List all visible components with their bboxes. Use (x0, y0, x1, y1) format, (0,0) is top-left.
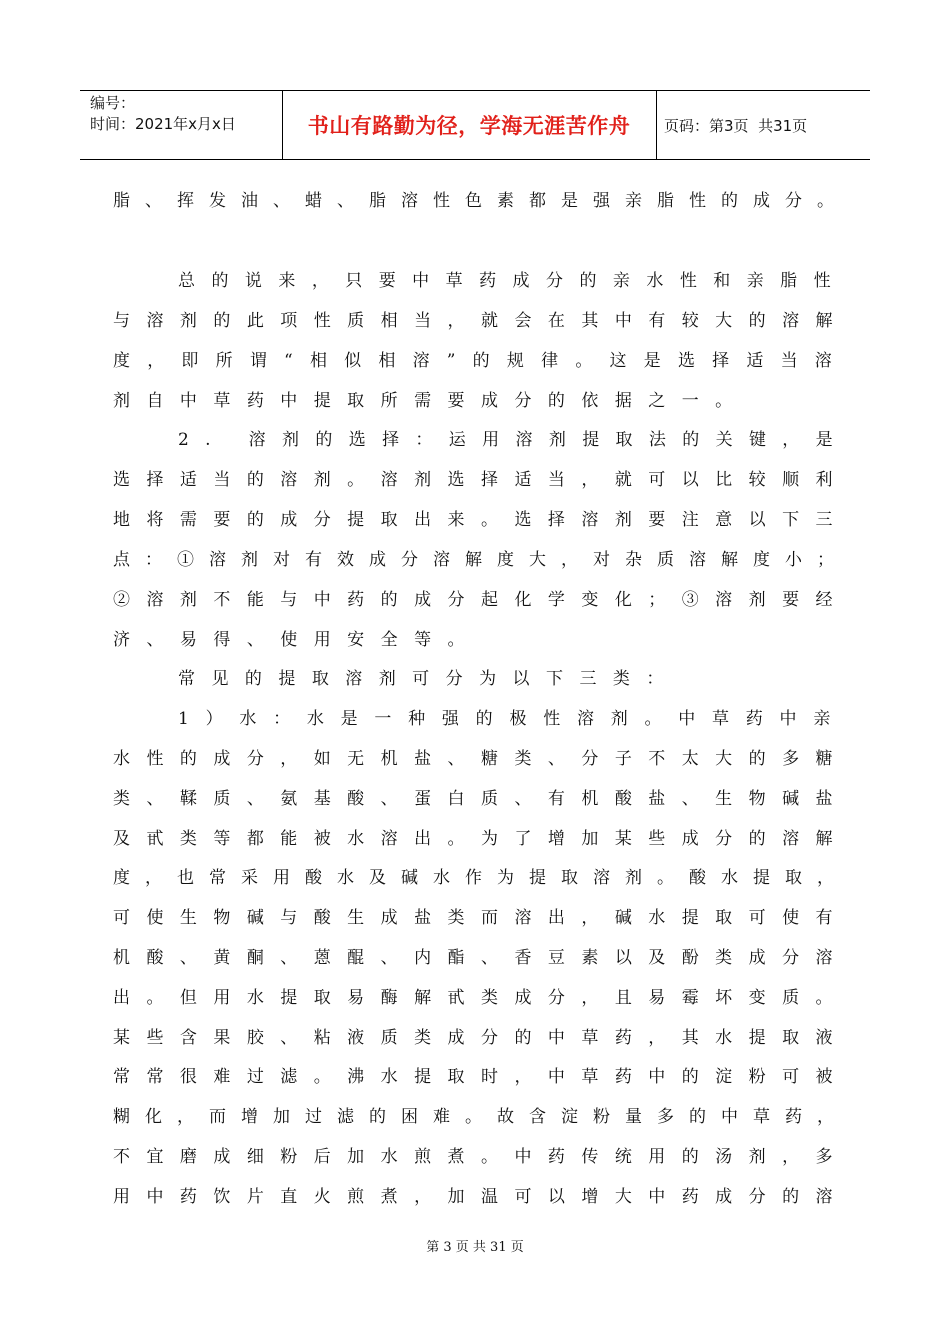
body-line-2-text: 总的说来，只要中草药成分的亲水性和亲脂性 (178, 271, 848, 291)
body-line-10-text: ②溶剂不能与中药的成分起化学变化；③溶剂要经 (113, 590, 849, 610)
body-line-7 (113, 467, 849, 493)
body-line-13-text: 1）水：水是一种强的极性溶剂。中草药中亲 (178, 709, 848, 729)
body-line-21 (113, 1025, 849, 1051)
body-line-3-text: 与溶剂的此项性质相当，就会在其中有较大的溶解 (113, 311, 849, 331)
body-line-2 (178, 268, 849, 294)
body-line-10 (113, 587, 849, 613)
body-line-4-text: 度，即所谓“相似相溶”的规律。这是选择适当溶 (113, 351, 849, 371)
header-divider-right (656, 91, 657, 159)
footer-page-number: 第 3 页 共 31 页 (426, 1240, 524, 1255)
header-motto: 书山有路勤为径，学海无涯苦作舟 (307, 114, 631, 138)
header-meta (90, 93, 236, 135)
body-line-23-text: 糊化，而增加过滤的困难。故含淀粉量多的中草药， (113, 1107, 849, 1127)
body-line-17 (113, 865, 849, 891)
page-footer (0, 1236, 950, 1255)
body-line-5 (113, 388, 849, 414)
body-line-25 (113, 1184, 849, 1210)
body-line-23 (113, 1104, 849, 1130)
body-line-18 (113, 905, 849, 931)
body-line-14-text: 水性的成分，如无机盐、糖类、分子不太大的多糖 (113, 749, 849, 769)
body-line-22 (113, 1064, 849, 1090)
body-line-8-text: 地将需要的成分提取出来。选择溶剂要注意以下三 (113, 510, 849, 530)
body-line-9-text: 点：①溶剂对有效成分溶解度大，对杂质溶解度小； (113, 550, 849, 570)
body-line-6 (178, 427, 849, 453)
body-line-3 (113, 308, 849, 334)
header-page-info (664, 91, 807, 159)
body-line-15-text: 类、鞣质、氨基酸、蛋白质、有机酸盐、生物碱盐 (113, 789, 849, 809)
body-line-16-text: 及甙类等都能被水溶出。为了增加某些成分的溶解 (113, 829, 849, 849)
body-line-11-text: 济、易得、使用安全等。 (113, 630, 481, 650)
body-line-7-text: 选择适当的溶剂。溶剂选择适当，就可以比较顺利 (113, 470, 849, 490)
body-line-11 (113, 627, 849, 653)
body-line-5-text: 剂自中草药中提取所需要成分的依据之一。 (113, 391, 749, 411)
body-line-20-text: 出。但用水提取易酶解甙类成分，且易霉坏变质。 (113, 988, 849, 1008)
body-line-17-text: 度，也常采用酸水及碱水作为提取溶剂。酸水提取， (113, 868, 849, 888)
body-line-25-text: 用中药饮片直火煎煮，加温可以增大中药成分的溶 (113, 1187, 849, 1207)
body-line-1-text: 脂、挥发油、蜡、脂溶性色素都是强亲脂性的成分。 (113, 191, 849, 211)
body-line-4 (113, 348, 849, 374)
body-line-6-text: 2. 溶剂的选择：运用溶剂提取法的关键，是 (178, 430, 849, 450)
body-line-24-text: 不宜磨成细粉后加水煎煮。中药传统用的汤剂，多 (113, 1147, 849, 1167)
body-line-19-text: 机酸、黄酮、蒽醌、内酯、香豆素以及酚类成分溶 (113, 948, 849, 968)
body-line-24 (113, 1144, 849, 1170)
page-header (80, 90, 870, 160)
body-line-22-text: 常常很难过滤。沸水提取时，中草药中的淀粉可被 (113, 1067, 849, 1087)
body-line-19 (113, 945, 849, 971)
body-line-15 (113, 786, 849, 812)
body-line-14 (113, 746, 849, 772)
body-line-21-text: 某些含果胶、粘液质类成分的中草药，其水提取液 (113, 1028, 849, 1048)
body-line-8 (113, 507, 849, 533)
header-time-label: 时间：2021年x月x日 (90, 115, 236, 133)
body-line-20 (113, 985, 849, 1011)
body-line-1 (113, 188, 849, 214)
body-line-18-text: 可使生物碱与酸生成盐类而溶出，碱水提取可使有 (113, 908, 849, 928)
header-number-label: 编号： (90, 94, 136, 112)
header-page-info-text: 页码：第3页 共31页 (664, 116, 808, 135)
body-line-13 (178, 706, 849, 732)
body-line-12-text: 常见的提取溶剂可分为以下三类： (178, 669, 680, 689)
body-line-16 (113, 826, 849, 852)
body-line-12 (178, 666, 849, 692)
body-line-9 (113, 547, 849, 573)
